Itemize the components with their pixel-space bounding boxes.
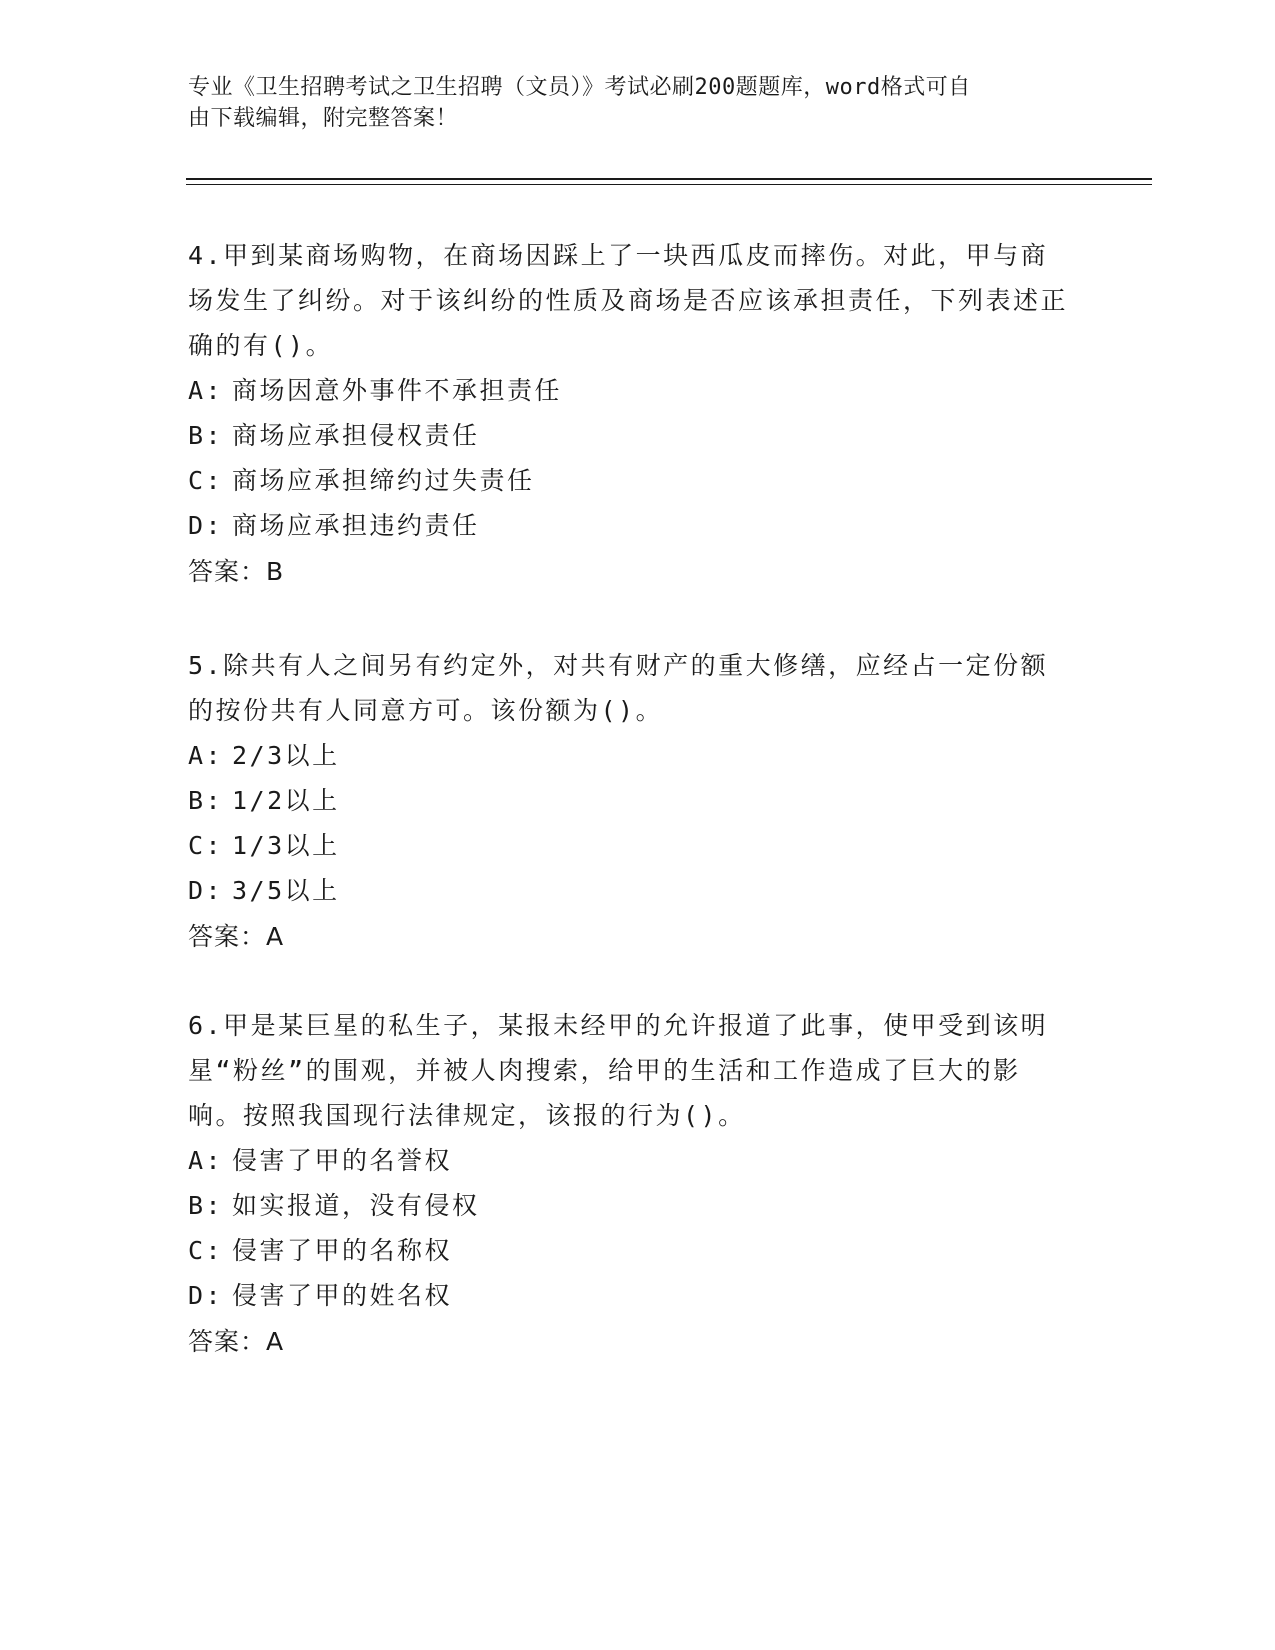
header-line-1: 专业《卫生招聘考试之卫生招聘（文员）》考试必刷200题题库，word格式可自 [188, 75, 971, 100]
option-text: 1/3以上 [232, 831, 340, 860]
option-text: 2/3以上 [232, 741, 340, 770]
option-d [188, 503, 1068, 548]
option-c [188, 823, 1068, 868]
answer-line: 答案：A [188, 922, 285, 951]
option-key: B: [188, 421, 224, 450]
header-line-2: 由下载编辑，附完整答案！ [188, 106, 459, 131]
option-key: B: [188, 786, 224, 815]
question-6 [188, 1003, 1068, 1364]
question-stem: 5.除共有人之间另有约定外，对共有财产的重大修缮，应经占一定份额的按份共有人同意方可。该份额为()。 [188, 651, 1049, 725]
option-key: B: [188, 1191, 224, 1220]
option-text: 商场应承担违约责任 [232, 511, 480, 540]
option-d [188, 1273, 1068, 1318]
option-c [188, 458, 1068, 503]
option-key: D: [188, 1281, 224, 1310]
option-key: A: [188, 1146, 224, 1175]
header-divider-thin [186, 184, 1152, 185]
option-b [188, 778, 1068, 823]
question-4 [188, 233, 1068, 594]
option-key: D: [188, 876, 224, 905]
option-text: 1/2以上 [232, 786, 340, 815]
option-b [188, 413, 1068, 458]
document-header [188, 72, 1068, 134]
option-key: A: [188, 376, 224, 405]
option-text: 商场应承担缔约过失责任 [232, 466, 535, 495]
question-stem: 4.甲到某商场购物，在商场因踩上了一块西瓜皮而摔伤。对此，甲与商场发生了纠纷。对于该纠纷的性质及商场是否应该承担责任，下列表述正确的有()。 [188, 241, 1069, 360]
option-a [188, 1138, 1068, 1183]
question-5 [188, 643, 1068, 959]
option-text: 3/5以上 [232, 876, 340, 905]
header-divider-thick [186, 178, 1152, 180]
answer-line: 答案：B [188, 557, 285, 586]
option-text: 侵害了甲的姓名权 [232, 1281, 453, 1310]
option-text: 商场因意外事件不承担责任 [232, 376, 563, 405]
option-a [188, 733, 1068, 778]
option-c [188, 1228, 1068, 1273]
question-stem: 6.甲是某巨星的私生子，某报未经甲的允许报道了此事，使甲受到该明星“粉丝”的围观，并被人肉搜索，给甲的生活和工作造成了巨大的影响。按照我国现行法律规定，该报的行为()。 [188, 1011, 1049, 1130]
answer-line: 答案：A [188, 1327, 285, 1356]
option-key: C: [188, 1236, 224, 1265]
option-text: 如实报道，没有侵权 [232, 1191, 480, 1220]
option-text: 侵害了甲的名誉权 [232, 1146, 453, 1175]
option-a [188, 368, 1068, 413]
option-d [188, 868, 1068, 913]
option-text: 侵害了甲的名称权 [232, 1236, 453, 1265]
option-b [188, 1183, 1068, 1228]
option-key: A: [188, 741, 224, 770]
option-key: C: [188, 466, 224, 495]
option-key: D: [188, 511, 224, 540]
option-text: 商场应承担侵权责任 [232, 421, 480, 450]
option-key: C: [188, 831, 224, 860]
